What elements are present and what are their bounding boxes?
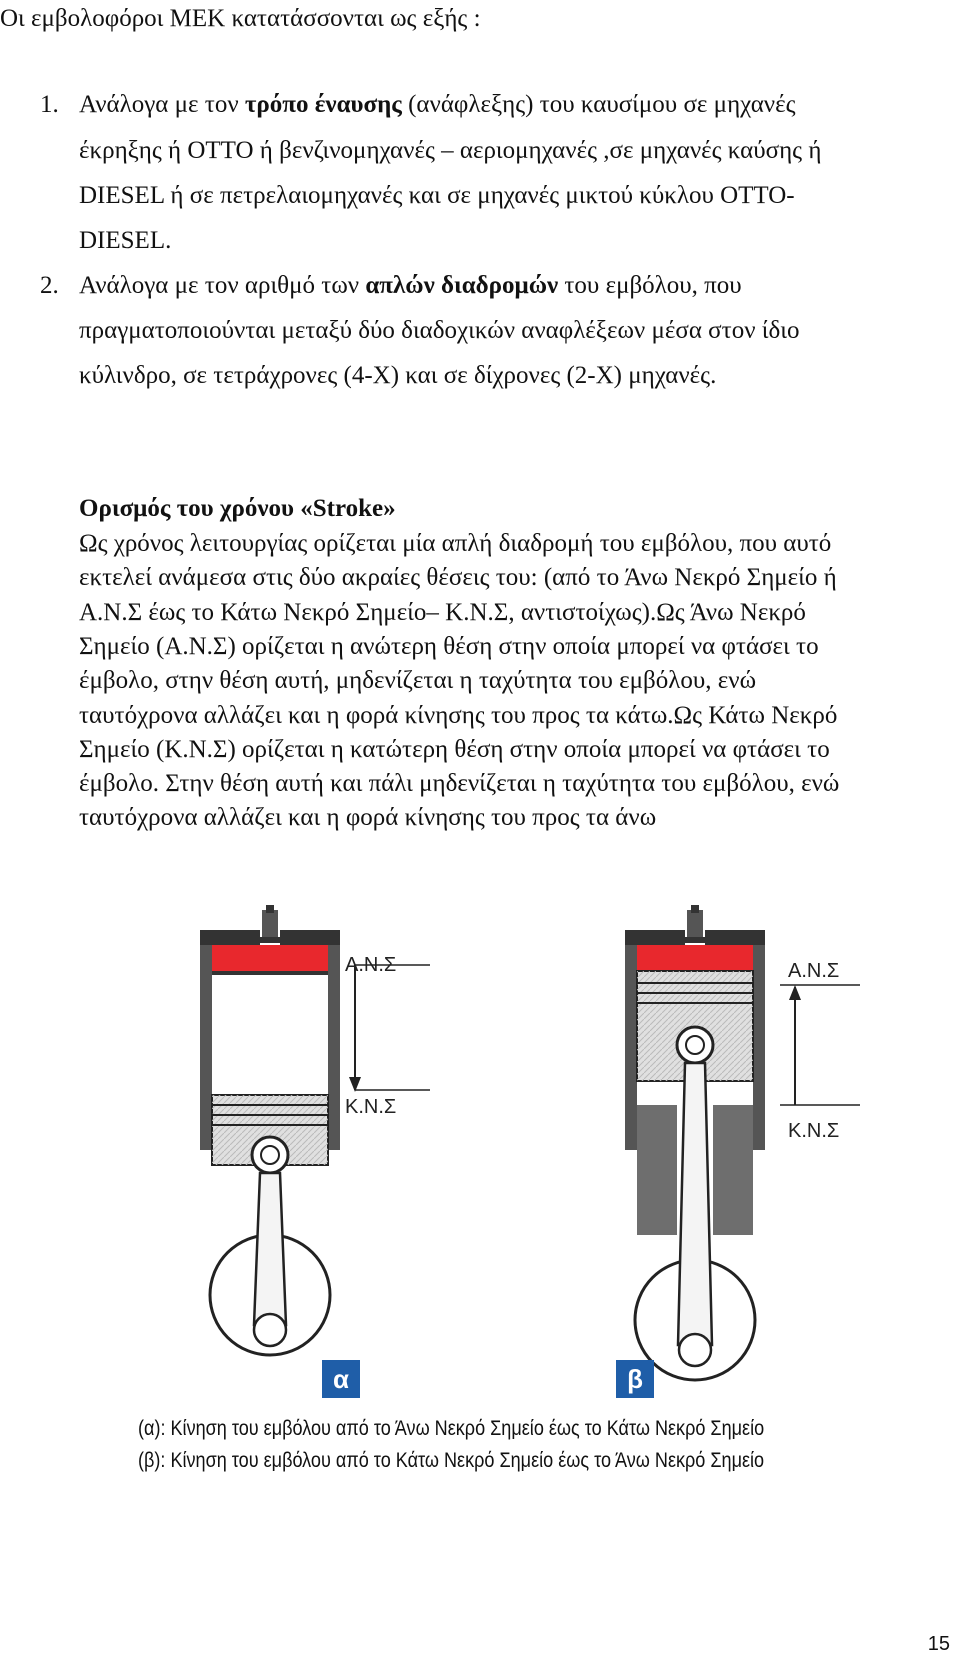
cylinder-wall-left-a xyxy=(200,945,212,1150)
piston-diagram xyxy=(140,905,860,1465)
piston-a xyxy=(200,905,430,1355)
cylinder-lower-right-b xyxy=(713,1105,753,1235)
cylinder-wall-left-b xyxy=(625,945,637,1150)
list-item-1-line4: DIESEL. xyxy=(79,227,172,254)
item2-bold: απλών διαδρομών xyxy=(365,272,559,299)
list-item-1-line2: έκρηξης ή ΟΤΤΟ ή βενζινομηχανές – αεριομηχανές ,σε μηχανές καύσης ή xyxy=(79,137,822,164)
combustion-chamber-a xyxy=(212,945,328,971)
definition-heading: Ορισμός του χρόνου «Stroke» xyxy=(79,495,396,522)
definition-line: εκτελεί ανάμεσα στις δύο ακραίες θέσεις του: (από το Άνω Νεκρό Σημείο ή xyxy=(79,564,837,592)
cylinder-wall-right-a xyxy=(328,945,340,1150)
connecting-rod-a xyxy=(254,1173,286,1325)
definition-line: έμβολο. Στην θέση αυτή και πάλι μηδενίζεται η ταχύτητα του εμβόλου, ενώ xyxy=(79,770,840,798)
definition-line: ταυτόχρονα αλλάζει και η φορά κίνησης του προς τα άνω xyxy=(79,804,657,832)
definition-line: ταυτόχρονα αλλάζει και η φορά κίνησης του προς τα κάτω.Ως Κάτω Νεκρό xyxy=(79,701,838,729)
list-item-2 xyxy=(0,0,960,400)
list-item-2-line2: πραγματοποιούνται μεταξύ δύο διαδοχικών αναφλέξεων μέσα στον ίδιο xyxy=(79,317,800,344)
item1-prefix: Ανάλογα με τον xyxy=(79,91,245,118)
definition-line: Ως χρόνος λειτουργίας ορίζεται μία απλή διαδρομή του εμβόλου, που αυτό xyxy=(79,530,832,557)
bdc-label-b: Κ.Ν.Σ xyxy=(788,1120,840,1142)
connecting-rod-b xyxy=(678,1063,712,1345)
intro-text: Οι εμβολοφόροι ΜΕΚ κατατάσσονται ως εξής : xyxy=(0,5,481,32)
cylinder-wall-right-b xyxy=(753,945,765,1150)
figure-caption-a: (α): Κίνηση του εμβόλου από το Άνω Νεκρό Σημείο έως το Κάτω Νεκρό Σημείο xyxy=(138,1417,765,1440)
page-number: 15 xyxy=(927,1633,950,1655)
list-item-1-number: 1. xyxy=(40,91,59,118)
cylinder-lower-left-b xyxy=(637,1105,677,1235)
spark-plug-a xyxy=(256,905,284,943)
item1-rest: (ανάφλεξης) του καυσίμου σε μηχανές xyxy=(401,91,796,118)
definition-line: Σημείο (Α.Ν.Σ) ορίζεται η ανώτερη θέση στην οποία μπορεί να φτάσει το xyxy=(79,632,819,660)
badge-b: β xyxy=(616,1360,654,1398)
list-item-2-line1 xyxy=(79,271,742,301)
bdc-label-a: Κ.Ν.Σ xyxy=(345,1096,397,1118)
definition-line: Σημείο (Κ.Ν.Σ) ορίζεται η κατώτερη θέση στην οποία μπορεί να φτάσει το xyxy=(79,735,830,763)
definition-line: έμβολο, στην θέση αυτή, μηδενίζεται η ταχύτητα του εμβόλου, ενώ xyxy=(79,667,757,695)
item2-prefix: Ανάλογα με τον αριθμό των xyxy=(79,272,366,299)
definition-body xyxy=(79,529,939,869)
badge-a: α xyxy=(322,1360,360,1398)
piston-figure xyxy=(140,905,860,1465)
piston-b xyxy=(625,905,860,1380)
item2-rest: του εμβόλου, που xyxy=(558,272,742,299)
list-item-2-line3: κύλινδρο, σε τετράχρονες (4-Χ) και σε δίχρονες (2-Χ) μηχανές. xyxy=(79,362,717,389)
figure-caption-b: (β): Κίνηση του εμβόλου από το Κάτω Νεκρό Σημείο έως το Άνω Νεκρό Σημείο xyxy=(138,1449,765,1472)
combustion-chamber-b xyxy=(637,945,753,971)
tdc-label-b: Α.Ν.Σ xyxy=(788,960,840,982)
list-item-2-number: 2. xyxy=(40,272,59,299)
definition-line: Α.Ν.Σ έως το Κάτω Νεκρό Σημείο– Κ.Ν.Σ, αντιστοίχως).Ως Άνω Νεκρό xyxy=(79,598,806,626)
item1-bold: τρόπο έναυσης xyxy=(244,91,402,118)
list-item-1-line3: DIESEL ή σε πετρελαιομηχανές και σε μηχανές μικτού κύκλου ΟΤΤΟ- xyxy=(79,182,795,209)
tdc-label-a: Α.Ν.Σ xyxy=(345,954,397,976)
spark-plug-b xyxy=(681,905,709,943)
